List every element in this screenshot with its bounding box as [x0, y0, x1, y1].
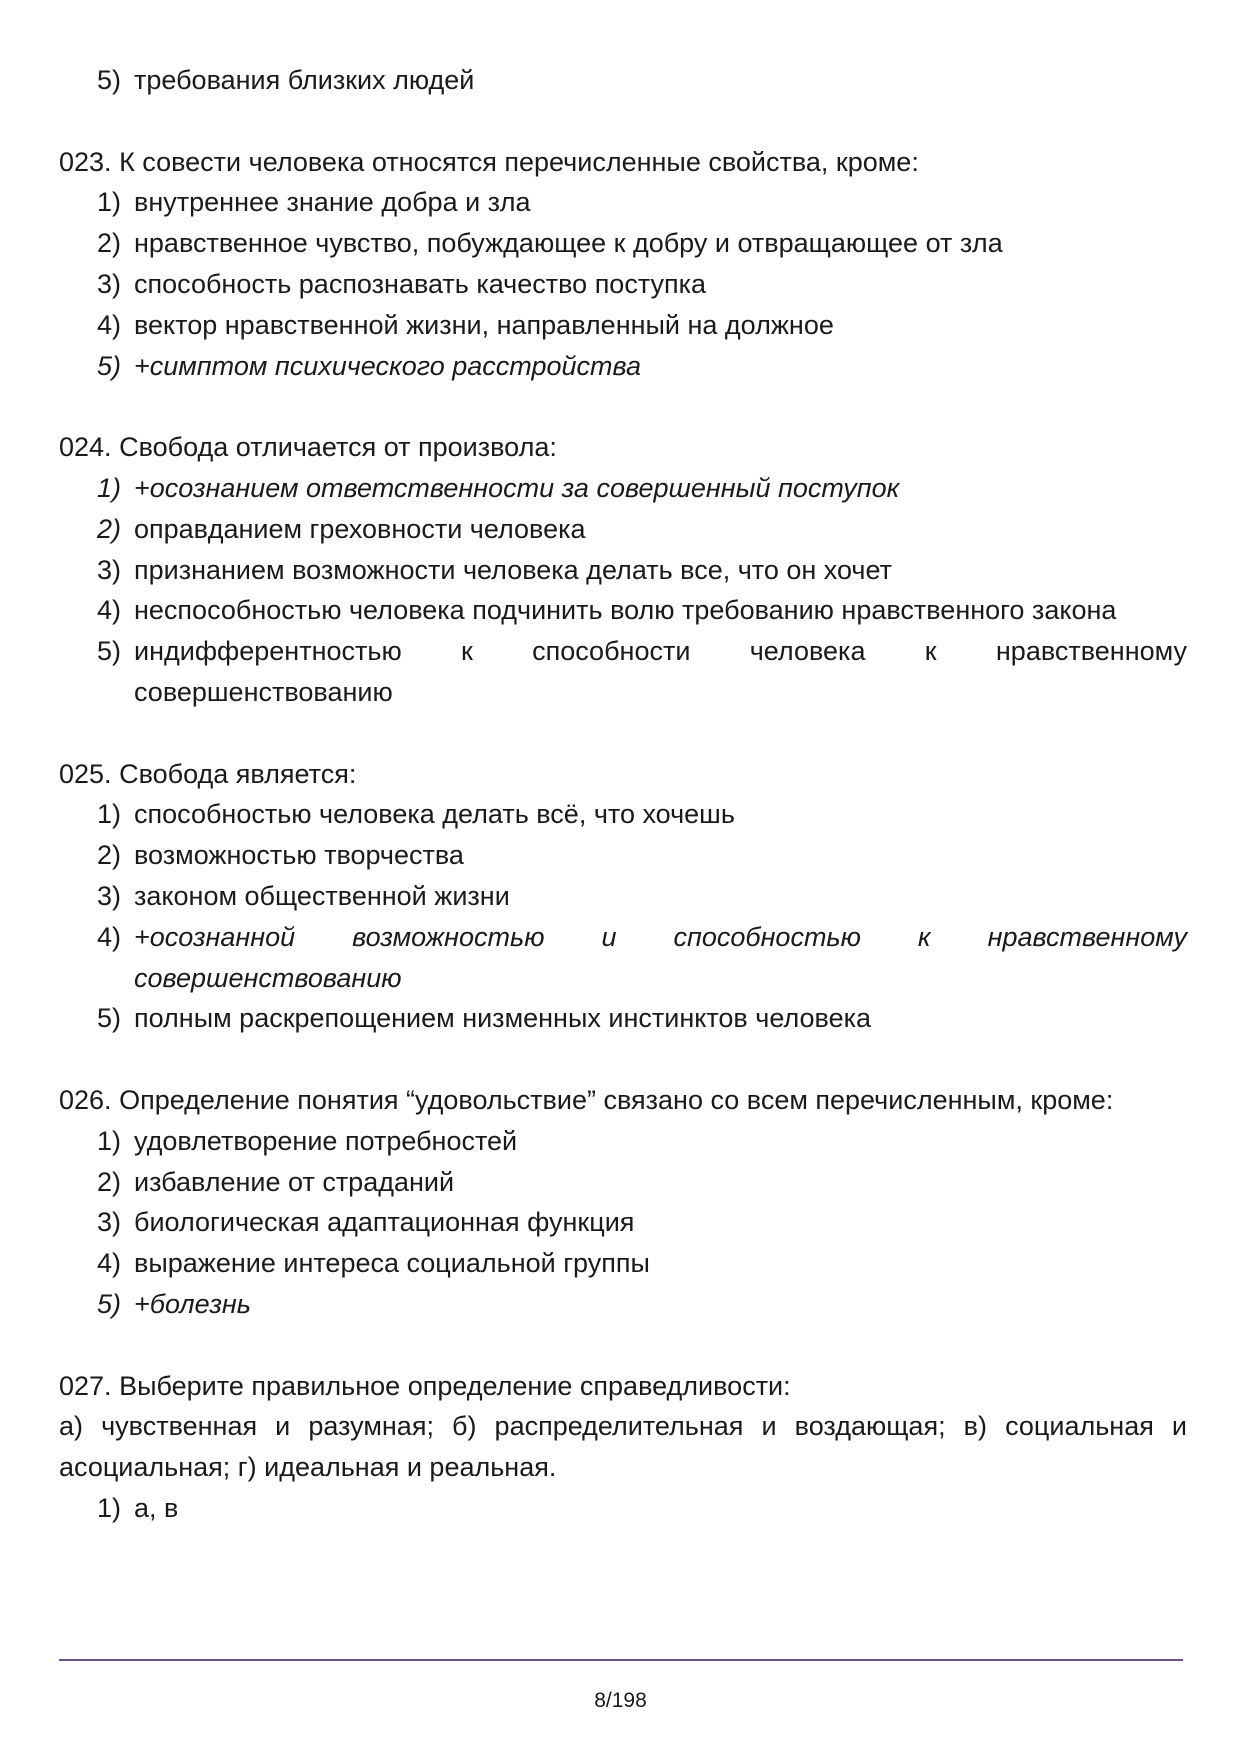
page-content — [59, 60, 1187, 1569]
option-number: 1) — [97, 1492, 122, 1523]
option-text: законом общественной жизни — [134, 880, 510, 911]
option-item — [59, 1202, 1187, 1243]
options-list — [59, 794, 1187, 1039]
option-text: выражение интереса социальной группы — [134, 1248, 650, 1279]
option-text: вектор нравственной жизни, направленный на должное — [134, 309, 834, 340]
option-number: 3) — [97, 554, 122, 585]
question-prompt: Свобода является: — [119, 758, 357, 789]
option-item-correct — [59, 1284, 1187, 1325]
option-text: способностью человека делать всё, что хочешь — [134, 799, 735, 830]
option-number: 3) — [97, 1207, 122, 1238]
option-text: признанием возможности человека делать все, что он хочет — [134, 554, 892, 585]
option-item — [59, 550, 1187, 591]
option-text: удовлетворение потребностей — [134, 1125, 518, 1156]
question-number: 025. — [59, 758, 112, 789]
options-list — [59, 60, 1187, 101]
option-item — [59, 1162, 1187, 1203]
option-item — [59, 631, 1187, 713]
option-number: 5) — [97, 636, 122, 667]
option-item — [59, 264, 1187, 305]
question-number: 026. — [59, 1084, 112, 1115]
option-text: внутреннее знание добра и зла — [134, 187, 531, 218]
question-text — [59, 1080, 1187, 1121]
option-number: 1) — [97, 472, 122, 503]
option-text: возможностью творчества — [134, 840, 464, 871]
question-prompt: Свобода отличается от произвола: — [119, 432, 557, 463]
question-024 — [59, 427, 1187, 713]
option-item — [59, 835, 1187, 876]
question-027 — [59, 1366, 1187, 1529]
option-item — [59, 305, 1187, 346]
option-text: неспособностью человека подчинить волю требованию нравственного закона — [134, 595, 1117, 626]
option-number: 5) — [97, 65, 122, 95]
option-item — [59, 590, 1187, 631]
option-text: +осознанием ответственности за совершенный поступок — [134, 472, 900, 503]
option-text: а, в — [134, 1492, 179, 1523]
options-list — [59, 1488, 1187, 1529]
option-text: избавление от страданий — [134, 1166, 455, 1197]
option-item — [59, 1121, 1187, 1162]
option-number: 4) — [97, 921, 122, 952]
option-text: +симптом психического расстройства — [134, 350, 642, 381]
options-list — [59, 1121, 1187, 1325]
option-item — [59, 794, 1187, 835]
option-text: оправданием греховности человека — [134, 513, 586, 544]
option-item — [59, 1243, 1187, 1284]
footer-divider — [59, 1659, 1183, 1661]
option-number: 2) — [97, 513, 122, 544]
question-number: 024. — [59, 432, 112, 463]
option-number: 3) — [97, 880, 122, 911]
option-item-correct — [59, 468, 1187, 509]
option-text: требования близких людей — [134, 65, 475, 95]
option-text: нравственное чувство, побуждающее к добру и отвращающее от зла — [134, 228, 1003, 259]
question-number: 023. — [59, 146, 112, 177]
option-text: +болезнь — [134, 1288, 251, 1319]
option-number: 4) — [97, 1248, 122, 1279]
question-prompt: Определение понятия “удовольствие” связано со всем перечисленным, кроме: — [119, 1084, 1114, 1115]
option-number: 5) — [97, 1003, 122, 1034]
question-026 — [59, 1080, 1187, 1325]
option-text: индифферентностью к способности человека к нравственному совершенствованию — [134, 636, 1187, 707]
question-022-continuation — [59, 60, 1187, 101]
option-item — [59, 1488, 1187, 1529]
option-number: 2) — [97, 228, 122, 259]
option-item — [59, 509, 1187, 550]
option-item-correct — [59, 346, 1187, 387]
question-025 — [59, 754, 1187, 1040]
question-number: 027. — [59, 1370, 112, 1401]
option-number: 1) — [97, 1125, 122, 1156]
option-number: 4) — [97, 309, 122, 340]
option-text: полным раскрепощением низменных инстинктов человека — [134, 1003, 872, 1034]
question-text — [59, 427, 1187, 468]
question-text — [59, 142, 1187, 183]
option-number: 1) — [97, 799, 122, 830]
option-number: 3) — [97, 268, 122, 299]
option-number: 5) — [97, 1288, 122, 1319]
option-number: 1) — [97, 187, 122, 218]
options-list — [59, 468, 1187, 713]
option-text: биологическая адаптационная функция — [134, 1207, 635, 1238]
option-item — [59, 223, 1187, 264]
option-text: способность распознавать качество поступка — [134, 268, 707, 299]
question-023 — [59, 142, 1187, 387]
option-number: 5) — [97, 350, 122, 381]
option-item-correct — [59, 917, 1187, 999]
option-item — [59, 998, 1187, 1039]
question-prompt: Выберите правильное определение справедливости: — [119, 1370, 791, 1401]
option-item — [59, 876, 1187, 917]
question-text — [59, 754, 1187, 795]
option-item — [59, 182, 1187, 223]
option-text: +осознанной возможностью и способностью к нравственному совершенствованию — [134, 921, 1187, 993]
option-number: 2) — [97, 840, 122, 871]
option-number: 2) — [97, 1166, 122, 1197]
option-number: 4) — [97, 595, 122, 626]
page-number: 8/198 — [594, 1689, 647, 1712]
question-prompt: К совести человека относятся перечисленные свойства, кроме: — [119, 146, 919, 177]
question-choices-description: а) чувственная и разумная; б) распределительная и воздающая; в) социальная и асоциальная; г) идеальная и реальная. — [59, 1411, 1187, 1483]
question-text — [59, 1366, 1187, 1407]
option-item — [59, 60, 1187, 101]
options-list — [59, 182, 1187, 386]
